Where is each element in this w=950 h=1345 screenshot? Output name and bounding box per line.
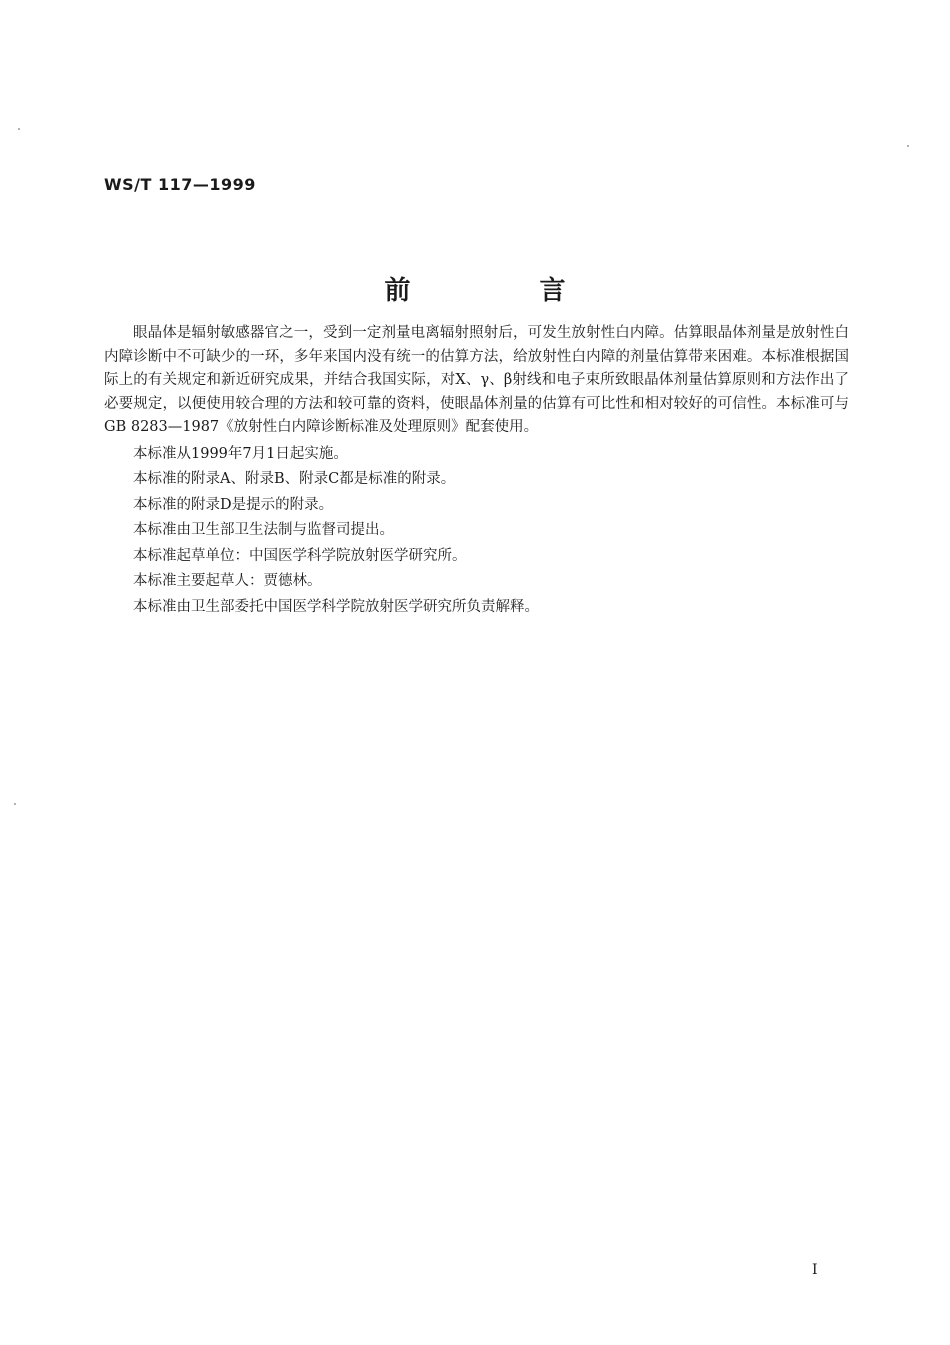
paragraph-normative-annexes: 本标准的附录A、附录B、附录C都是标准的附录。 (133, 471, 456, 487)
paragraph-drafter: 本标准主要起草人：贾德林。 (133, 573, 322, 589)
scan-speck (18, 128, 20, 130)
paragraph-drafting-unit: 本标准起草单位：中国医学科学院放射医学研究所。 (133, 547, 467, 564)
paragraph-effective-date: 本标准从1999年7月1日起实施。 (133, 445, 348, 462)
page-number: I (812, 1262, 818, 1278)
page-title: 前 言 (384, 276, 626, 306)
foreword-body (104, 322, 849, 621)
paragraph-interpretation: 本标准由卫生部委托中国医学科学院放射医学研究所负责解释。 (133, 598, 539, 615)
scan-speck (14, 803, 16, 805)
paragraph-intro: 眼晶体是辐射敏感器官之一，受到一定剂量电离辐射照射后，可发生放射性白内障。估算眼晶体剂量是放射性白内障诊断中不可缺少的一环，多年来国内没有统一的估算方法，给放射性白内障的剂量估算带来困难。本标准根据国际上的有关规定和新近研究成果，并结合我国实际，对X、γ、β射线和电子束所致眼晶体剂量估算原则和方法作出了必要规定，以便使用较合理的方法和较可靠的资料，使眼晶体剂量的估算有可比性和相对较好的可信性。本标准可与GB 8283—1987《放射性白内障诊断标准及处理原则》配套使用。 (104, 325, 849, 435)
paragraph-informative-annex: 本标准的附录D是提示的附录。 (133, 496, 334, 513)
paragraph-proposer: 本标准由卫生部卫生法制与监督司提出。 (133, 522, 394, 538)
scan-speck (907, 145, 909, 147)
standard-code: WS/T 117—1999 (104, 175, 256, 194)
